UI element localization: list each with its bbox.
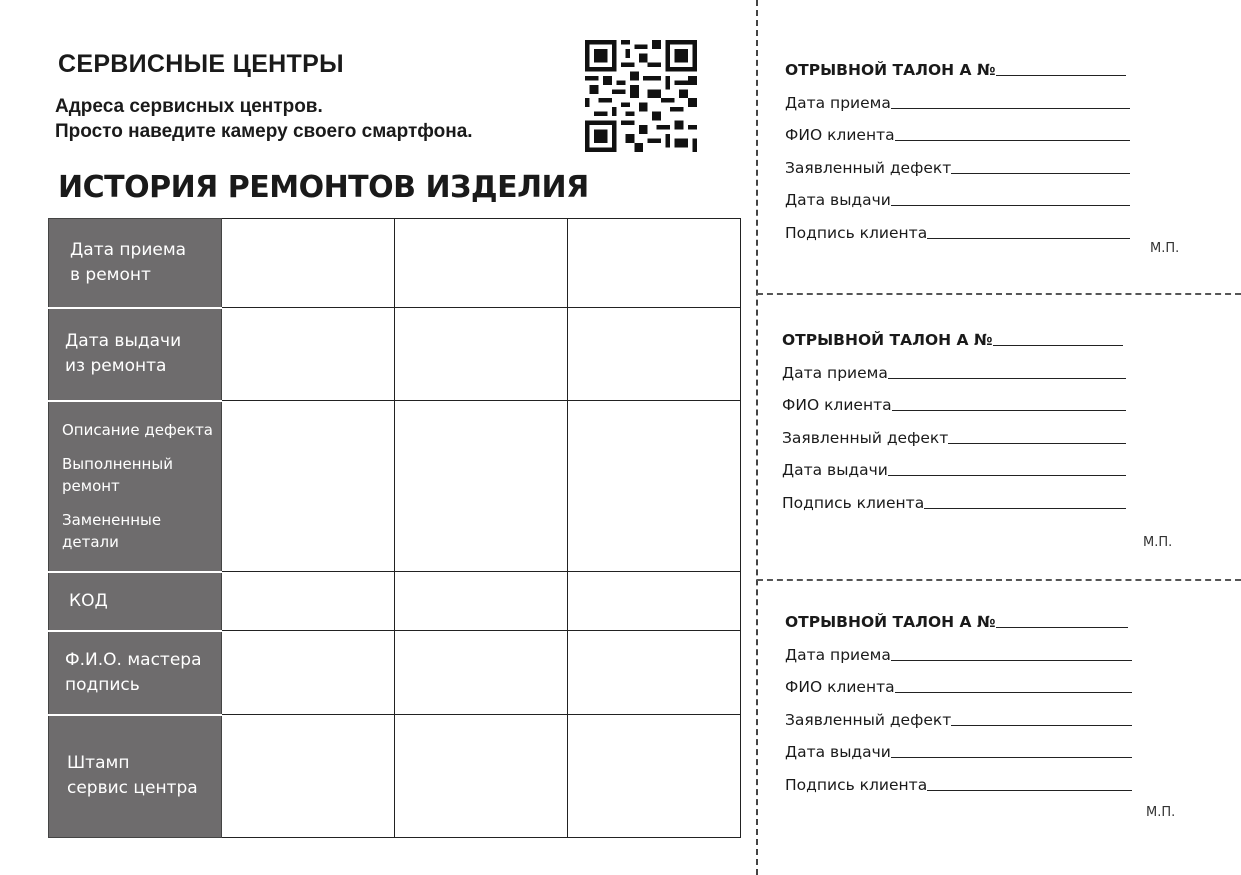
label-line: из ремонта	[65, 356, 167, 376]
stub-title: ОТРЫВНОЙ ТАЛОН А №	[782, 331, 993, 349]
field-line[interactable]	[924, 507, 1126, 509]
repair-history-title: ИСТОРИЯ РЕМОНТОВ ИЗДЕЛИЯ	[58, 170, 589, 205]
service-centers-heading: СЕРВИСНЫЕ ЦЕНТРЫ	[58, 50, 344, 78]
stub-field-client-name	[785, 122, 1130, 144]
row-label-code	[49, 572, 222, 631]
table-cell[interactable]	[222, 308, 395, 401]
cut-line-horizontal	[757, 579, 1241, 581]
field-label: Заявленный дефект	[782, 428, 949, 447]
row-label-master-name	[49, 631, 222, 715]
label-line: подпись	[65, 674, 140, 695]
field-line[interactable]	[888, 474, 1126, 476]
field-line[interactable]	[891, 107, 1130, 109]
stub-number-line[interactable]	[996, 626, 1128, 628]
field-label: Подпись клиента	[785, 223, 928, 242]
field-label: Заявленный дефект	[785, 710, 952, 729]
stub-field-client-name	[785, 674, 1132, 696]
table-cell[interactable]	[222, 219, 395, 308]
field-label: ФИО клиента	[785, 678, 895, 696]
label-line: Ф.И.О. мастера	[65, 649, 202, 670]
label-line: Дата выдачи	[65, 331, 182, 351]
label-line: КОД	[69, 590, 108, 611]
label-line: Штамп	[67, 753, 130, 774]
field-line[interactable]	[948, 442, 1126, 444]
field-label: Дата приема	[782, 363, 888, 382]
row-label-service-stamp	[49, 715, 222, 838]
stamp-place-label: М.П.	[1150, 241, 1180, 256]
table-cell[interactable]	[395, 401, 568, 572]
table-cell[interactable]	[395, 631, 568, 715]
label-line: Дата приема	[70, 239, 187, 260]
label-line: Замененные	[62, 511, 162, 529]
stub-field-defect	[785, 155, 1130, 177]
field-label: Дата выдачи	[782, 461, 888, 479]
stub-field-client-signature	[782, 490, 1126, 512]
field-line[interactable]	[927, 237, 1130, 239]
field-label: Дата приема	[785, 645, 891, 664]
field-line[interactable]	[895, 139, 1130, 141]
repair-history-table	[48, 218, 741, 838]
table-cell[interactable]	[568, 715, 741, 838]
table-cell[interactable]	[568, 631, 741, 715]
field-line[interactable]	[895, 691, 1132, 693]
tear-off-stub-3	[785, 613, 1176, 820]
table-cell[interactable]	[222, 572, 395, 631]
table-cell[interactable]	[222, 631, 395, 715]
cut-line-horizontal	[757, 293, 1241, 295]
table-row	[49, 401, 741, 572]
stub-field-release-date	[782, 457, 1126, 479]
table-cell[interactable]	[568, 219, 741, 308]
cut-line-vertical	[756, 0, 758, 875]
stub-title: ОТРЫВНОЙ ТАЛОН А №	[785, 61, 996, 79]
stub-number-line[interactable]	[996, 74, 1126, 76]
label-line: Выполненный	[62, 455, 173, 473]
field-label: Дата выдачи	[785, 191, 891, 209]
table-cell[interactable]	[568, 401, 741, 572]
table-cell[interactable]	[568, 572, 741, 631]
stub-field-defect	[782, 425, 1126, 447]
field-label: Подпись клиента	[782, 493, 925, 512]
qr-code-icon	[585, 40, 697, 152]
stub-field-client-signature	[785, 220, 1130, 242]
stub-title-row	[785, 613, 1132, 631]
row-label-defect-description	[49, 401, 222, 572]
label-line: Описание дефекта	[62, 421, 213, 439]
stub-title-row	[782, 331, 1126, 349]
table-row	[49, 631, 741, 715]
stub-title: ОТРЫВНОЙ ТАЛОН А №	[785, 613, 996, 631]
field-line[interactable]	[888, 377, 1126, 379]
table-cell[interactable]	[395, 308, 568, 401]
field-line[interactable]	[951, 172, 1130, 174]
table-row	[49, 572, 741, 631]
table-row	[49, 715, 741, 838]
field-label: ФИО клиента	[785, 126, 895, 144]
table-row	[49, 219, 741, 308]
service-centers-subtitle	[55, 94, 473, 144]
subtitle-line-2: Просто наведите камеру своего смартфона.	[55, 121, 473, 142]
stub-field-release-date	[785, 187, 1130, 209]
field-label: ФИО клиента	[782, 396, 892, 414]
field-label: Дата приема	[785, 93, 891, 112]
stub-title-row	[785, 61, 1130, 79]
table-cell[interactable]	[395, 219, 568, 308]
row-label-intake-date	[49, 219, 222, 308]
stamp-place-label: М.П.	[1146, 805, 1176, 820]
field-line[interactable]	[951, 724, 1132, 726]
field-line[interactable]	[891, 756, 1132, 758]
stub-field-intake-date	[785, 642, 1132, 664]
table-cell[interactable]	[395, 715, 568, 838]
stub-field-defect	[785, 707, 1132, 729]
field-line[interactable]	[891, 204, 1130, 206]
label-line: детали	[62, 533, 119, 551]
stub-field-intake-date	[782, 360, 1126, 382]
table-cell[interactable]	[222, 715, 395, 838]
tear-off-stub-1	[785, 61, 1180, 256]
stamp-place-label: М.П.	[1143, 535, 1173, 550]
table-cell[interactable]	[222, 401, 395, 572]
stub-number-line[interactable]	[993, 344, 1123, 346]
field-line[interactable]	[927, 789, 1132, 791]
row-label-release-date	[49, 308, 222, 401]
field-label: Дата выдачи	[785, 743, 891, 761]
stub-field-intake-date	[785, 90, 1130, 112]
field-line[interactable]	[891, 659, 1132, 661]
label-line: сервис центра	[67, 778, 198, 799]
subtitle-line-1: Адреса сервисных центров.	[55, 96, 323, 117]
field-line[interactable]	[892, 409, 1126, 411]
table-cell[interactable]	[568, 308, 741, 401]
stub-field-client-signature	[785, 772, 1132, 794]
label-line: в ремонт	[70, 264, 151, 285]
table-cell[interactable]	[395, 572, 568, 631]
label-line: ремонт	[62, 477, 120, 495]
field-label: Подпись клиента	[785, 775, 928, 794]
stub-field-client-name	[782, 392, 1126, 414]
tear-off-stub-2	[782, 331, 1173, 550]
table-row	[49, 308, 741, 401]
stub-field-release-date	[785, 739, 1132, 761]
field-label: Заявленный дефект	[785, 158, 952, 177]
